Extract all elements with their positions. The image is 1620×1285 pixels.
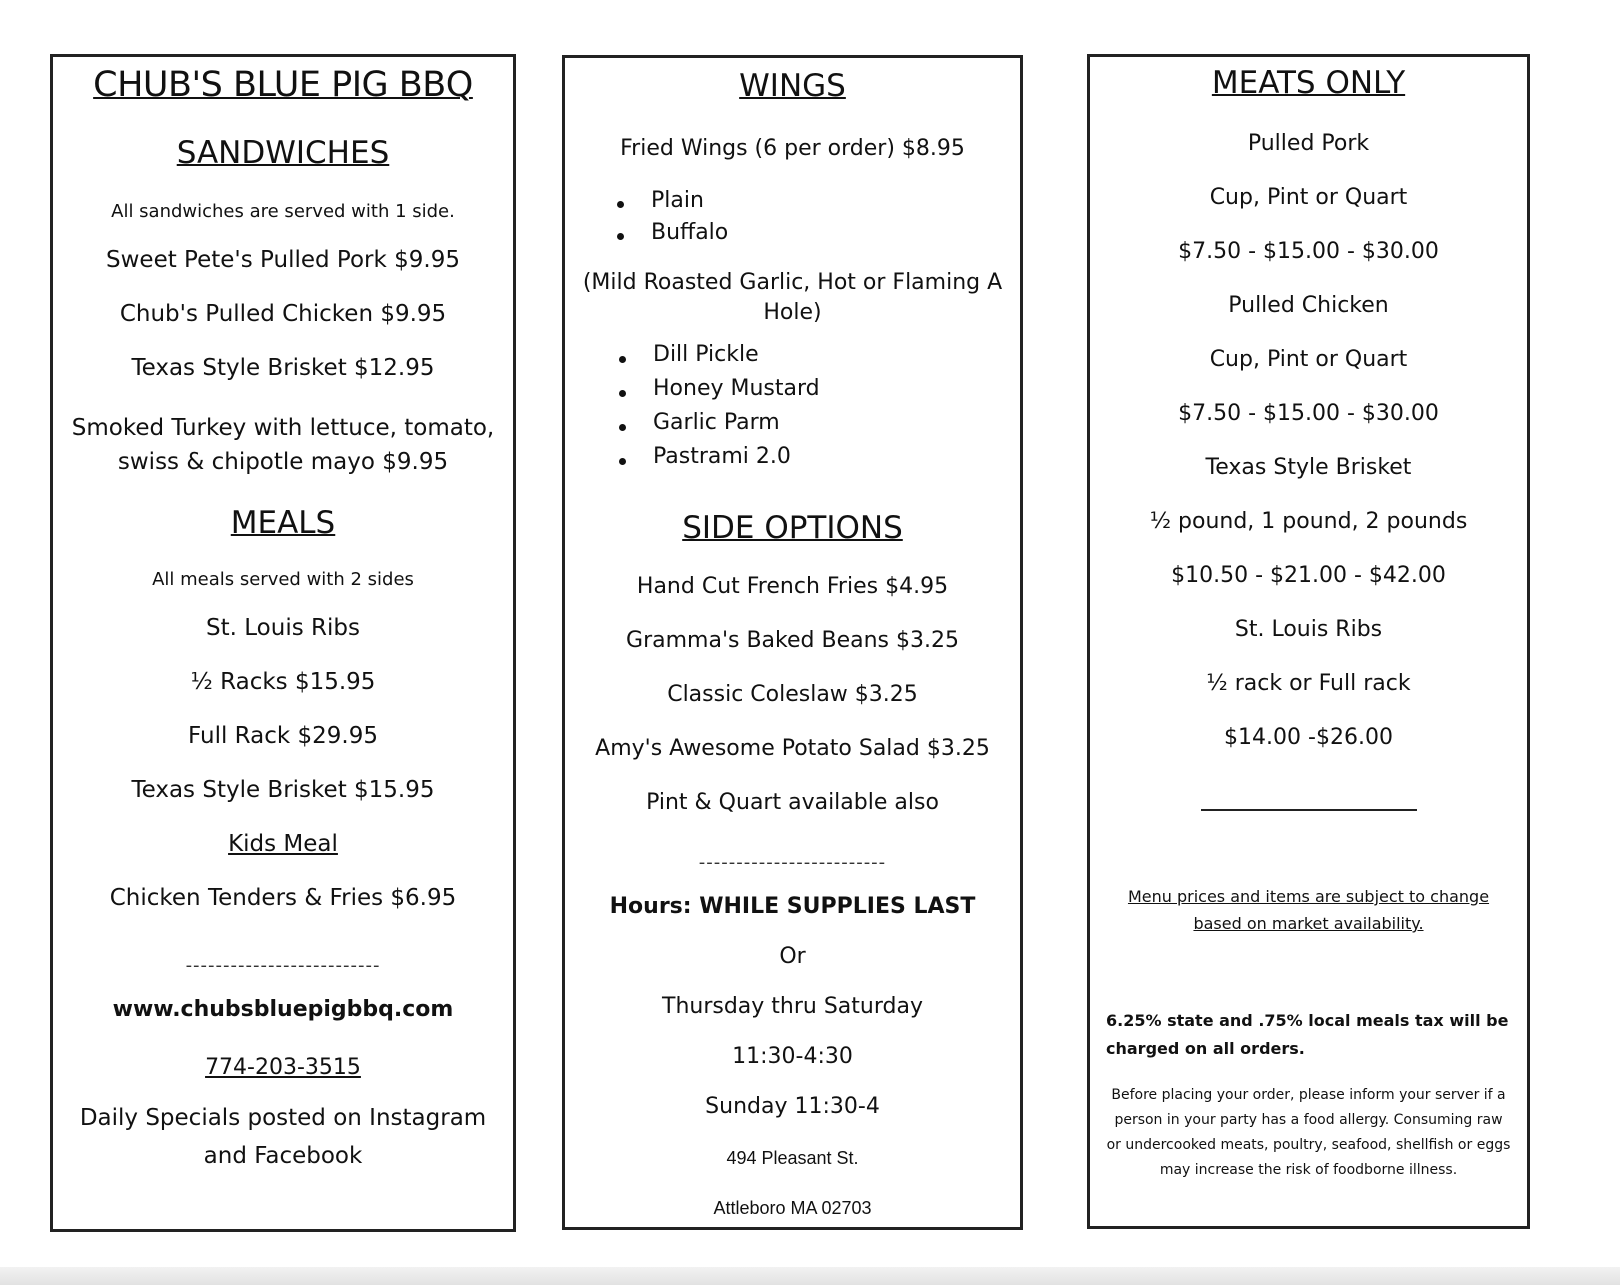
sandwich-item: Sweet Pete's Pulled Pork $9.95: [106, 247, 460, 273]
kids-meal-heading: Kids Meal: [228, 831, 338, 857]
meat-item: Pulled Pork: [1247, 131, 1370, 156]
meals-note: All meals served with 2 sides: [152, 569, 414, 590]
list-item: Buffalo: [615, 220, 728, 252]
specials-note: Daily Specials posted on Instagram and Facebook: [79, 1105, 487, 1169]
side-item: Hand Cut French Fries $4.95: [636, 574, 949, 599]
hours-sunday: Sunday 11:30-4: [705, 1094, 880, 1119]
wings-sides-panel: [562, 55, 1023, 1230]
side-item: Amy's Awesome Potato Salad $3.25: [595, 736, 990, 761]
meat-sizes: Cup, Pint or Quart: [1209, 347, 1408, 372]
side-item: Pint & Quart available also: [646, 790, 939, 815]
meat-prices: $14.00 -$26.00: [1224, 725, 1393, 750]
sandwich-item: Smoked Turkey with lettuce, tomato, swiss & chipotle mayo $9.95: [71, 415, 495, 475]
side-item: Gramma's Baked Beans $3.25: [626, 628, 959, 653]
sandwich-item: Texas Style Brisket $12.95: [131, 355, 435, 381]
list-item: Honey Mustard: [617, 376, 820, 410]
website-link[interactable]: www.chubsbluepigbbq.com: [112, 997, 454, 1022]
side-item: Classic Coleslaw $3.25: [667, 682, 918, 707]
sandwiches-heading: SANDWICHES: [176, 135, 390, 171]
meat-sizes: ½ rack or Full rack: [1206, 671, 1411, 696]
wing-sauce-note: (Mild Roasted Garlic, Hot or Flaming A Hole): [582, 270, 1003, 325]
sandwich-item: Chub's Pulled Chicken $9.95: [119, 301, 447, 327]
meal-item: Texas Style Brisket $15.95: [131, 777, 435, 803]
meat-prices: $7.50 - $15.00 - $30.00: [1178, 239, 1439, 264]
meal-item: ½ Racks $15.95: [190, 669, 376, 695]
meat-item: St. Louis Ribs: [1234, 617, 1383, 642]
meal-item: Full Rack $29.95: [188, 723, 378, 749]
paper-edge: [0, 1267, 1620, 1285]
meat-item: Texas Style Brisket: [1205, 455, 1412, 480]
list-item: Dill Pickle: [617, 342, 820, 376]
meats-only-heading: MEATS ONLY: [1211, 65, 1406, 101]
sandwiches-note: All sandwiches are served with 1 side.: [111, 201, 455, 222]
phone-number[interactable]: 774-203-3515: [205, 1055, 361, 1080]
meats-only-panel: [1087, 54, 1530, 1229]
hours-days: Thursday thru Saturday: [662, 994, 923, 1019]
side-options-heading: SIDE OPTIONS: [682, 510, 903, 546]
list-item: Pastrami 2.0: [617, 444, 820, 478]
restaurant-name: CHUB'S BLUE PIG BBQ: [93, 65, 473, 105]
divider-line: [1201, 809, 1417, 811]
hours-weekday: 11:30-4:30: [732, 1044, 853, 1069]
meat-prices: $10.50 - $21.00 - $42.00: [1171, 563, 1446, 588]
meal-item: St. Louis Ribs: [206, 615, 360, 641]
list-item: Garlic Parm: [617, 410, 820, 444]
divider: --------------------------: [185, 955, 381, 976]
address-street: 494 Pleasant St.: [726, 1148, 859, 1168]
wings-price-line: Fried Wings (6 per order) $8.95: [620, 136, 965, 161]
kids-meal-item: Chicken Tenders & Fries $6.95: [109, 885, 457, 911]
tax-notice: 6.25% state and .75% local meals tax will be charged on all orders.: [1106, 1011, 1509, 1058]
hours-or: Or: [779, 944, 806, 969]
meat-sizes: ½ pound, 1 pound, 2 pounds: [1149, 509, 1468, 534]
meat-sizes: Cup, Pint or Quart: [1209, 185, 1408, 210]
wing-styles-list: [615, 188, 728, 252]
sandwiches-meals-panel: [50, 54, 516, 1232]
wings-heading: WINGS: [739, 68, 846, 104]
meat-prices: $7.50 - $15.00 - $30.00: [1178, 401, 1439, 426]
address-city: Attleboro MA 02703: [713, 1198, 872, 1218]
wing-styles-list-2: [617, 342, 820, 478]
list-item: Plain: [615, 188, 728, 220]
meals-heading: MEALS: [230, 505, 336, 541]
meat-item: Pulled Chicken: [1228, 293, 1389, 318]
price-change-notice: Menu prices and items are subject to change based on market availability.: [1127, 887, 1490, 933]
divider: -------------------------: [698, 852, 887, 873]
hours-line: Hours: WHILE SUPPLIES LAST: [609, 894, 976, 919]
allergy-notice: Before placing your order, please inform your server if a person in your party has a food allergy. Consuming raw or undercooked meats, poultry, seafood, shellfish or eggs may increase the risk of foodborne illness.: [1106, 1087, 1511, 1178]
